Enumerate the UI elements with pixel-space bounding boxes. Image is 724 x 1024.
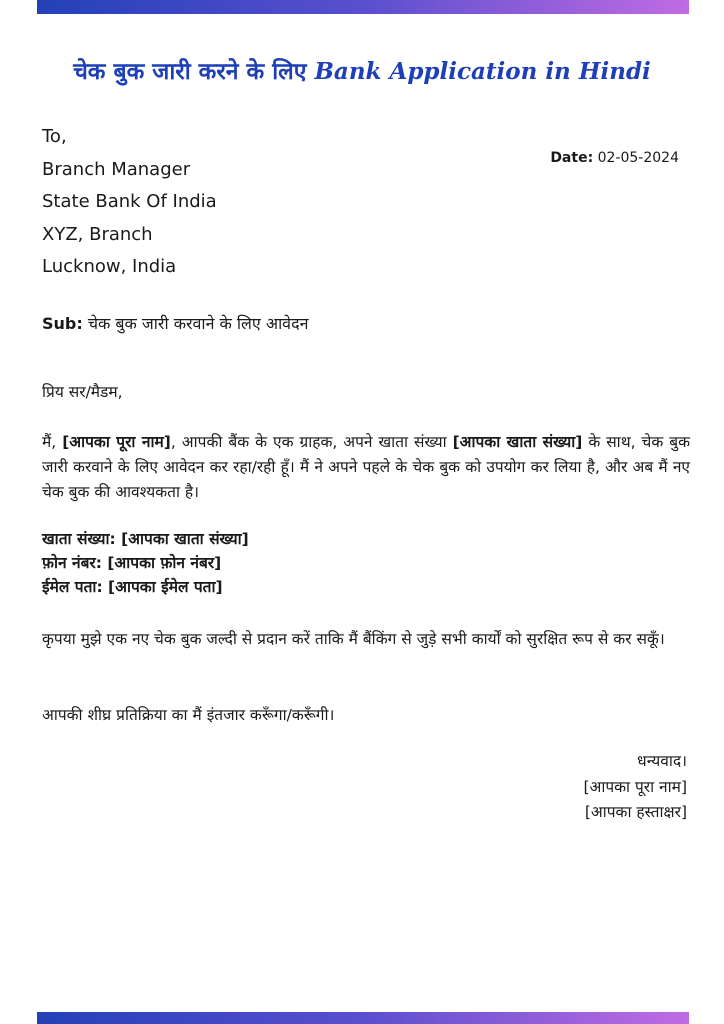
detail-email: ईमेल पता: [आपका ईमेल पता] <box>42 578 223 596</box>
closing-name: [आपका पूरा नाम] <box>583 777 687 796</box>
account-placeholder: [आपका खाता संख्या] <box>452 433 583 451</box>
page-title <box>0 54 724 86</box>
closing-thanks: धन्यवाद। <box>637 752 687 770</box>
subject-line <box>42 312 308 334</box>
para1-part-1: मैं, <box>42 433 63 451</box>
closing-block <box>583 749 687 826</box>
name-placeholder: [आपका पूरा नाम] <box>62 433 171 451</box>
address-line-4: Lucknow, India <box>42 256 177 277</box>
top-gradient-bar <box>37 0 689 14</box>
address-to: To, <box>42 126 67 147</box>
body-paragraph-2: कृपया मुझे एक नए चेक बुक जल्दी से प्रदान करें ताकि मैं बैंकिंग से जुड़े सभी कार्यों को सुरक्षित रूप से कर सकूँ। <box>42 630 665 648</box>
salutation: प्रिय सर/मैडम, <box>42 383 123 401</box>
body-paragraph-3: आपकी शीघ्र प्रतिक्रिया का मैं इंतजार करूँगा/करूँगी। <box>42 706 335 724</box>
recipient-address <box>42 121 217 284</box>
contact-details <box>42 527 690 599</box>
subject-label: Sub: <box>42 314 83 333</box>
subject-text: चेक बुक जारी करवाने के लिए आवेदन <box>87 314 309 333</box>
para1-part-3: के साथ, चेक बुक जारी करवाने के लिए आवेदन कर रहा/रही हूँ। मैं ने अपने पहले के चेक बुक को उपयोग कर लिया है, और अब मैं नए चेक बुक की आवश्यकता है। <box>42 433 691 501</box>
detail-phone: फ़ोन नंबर: [आपका फ़ोन नंबर] <box>42 554 222 572</box>
address-line-1: Branch Manager <box>42 158 191 180</box>
bottom-gradient-bar <box>37 1012 689 1024</box>
date-value: 02-05-2024 <box>597 150 679 166</box>
letter-date <box>550 150 679 166</box>
title-english: Bank Application in Hindi <box>314 58 651 85</box>
para1-part-2: , आपकी बैंक के एक ग्राहक, अपने खाता संख्या <box>170 433 453 451</box>
date-label: Date: <box>550 150 594 166</box>
title-hindi: चेक बुक जारी करने के लिए <box>73 59 307 85</box>
body-paragraph-1 <box>42 430 690 505</box>
closing-signature: [आपका हस्ताक्षर] <box>584 803 687 821</box>
detail-account: खाता संख्या: [आपका खाता संख्या] <box>42 530 249 548</box>
address-line-2: State Bank Of India <box>42 191 217 212</box>
address-line-3: XYZ, Branch <box>42 223 153 245</box>
